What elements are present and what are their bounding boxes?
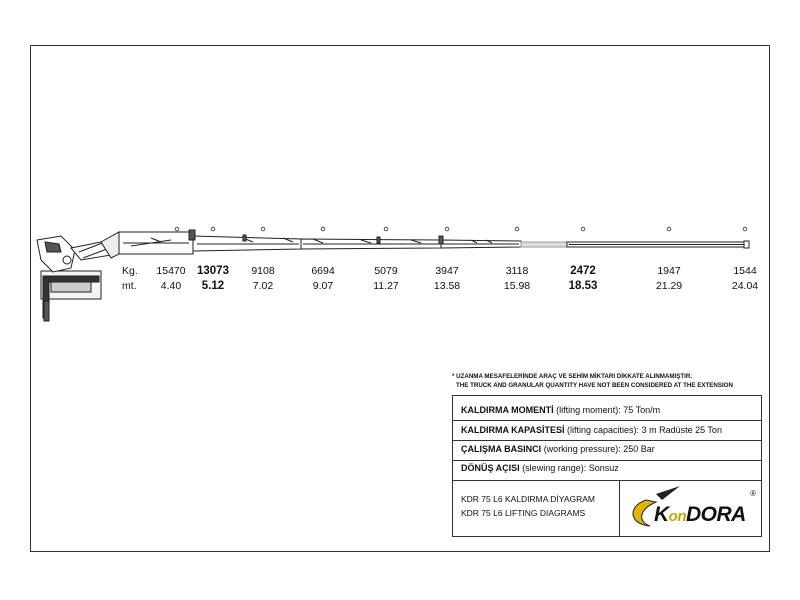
- crane-base: [37, 232, 127, 321]
- spec-slewing: DÖNÜŞ AÇISI (slewing range): Sonsuz: [461, 463, 619, 473]
- mt-cell: 18.53: [568, 280, 598, 292]
- radius-marker: [261, 227, 265, 231]
- mt-cell: 13.58: [433, 280, 461, 292]
- spec-moment: KALDIRMA MOMENTİ (lifting moment): 75 Ton/m: [461, 405, 661, 415]
- title-block: [453, 480, 619, 537]
- notes: [452, 372, 733, 390]
- radius-marker: [384, 227, 388, 231]
- mt-cell: 11.27: [373, 280, 399, 292]
- kg-cell: 2472: [570, 265, 596, 277]
- title-en: KDR 75 L6 LIFTING DIAGRAMS: [461, 508, 586, 518]
- kg-cell: 13073: [197, 265, 229, 277]
- radius-marker: [581, 227, 585, 231]
- kg-cell: 3118: [505, 265, 529, 277]
- mt-cell: 4.40: [160, 280, 182, 292]
- radius-marker: [445, 227, 449, 231]
- kg-row-label: Kg.: [122, 265, 138, 277]
- kg-cell: 9108: [251, 265, 275, 277]
- radius-marker: [515, 227, 519, 231]
- kg-cell: 1544: [733, 265, 757, 277]
- kg-cell: 6694: [311, 265, 335, 277]
- radius-marker: [175, 227, 179, 231]
- kg-cell: 5079: [374, 265, 398, 277]
- radius-marker: [743, 227, 747, 231]
- mt-cell: 21.29: [655, 280, 683, 292]
- radius-marker: [211, 227, 215, 231]
- mt-cell: 7.02: [252, 280, 274, 292]
- mt-cell: 5.12: [201, 280, 225, 292]
- kg-cell: 3947: [435, 265, 459, 277]
- spec-capacity: KALDIRMA KAPASİTESİ (lifting capacities): 3 m Radüste 25 Ton: [461, 425, 722, 435]
- kg-cell: 1947: [657, 265, 681, 277]
- kg-cell: 15470: [156, 265, 186, 277]
- mt-row-label: mt.: [122, 280, 137, 292]
- note-en: THE TRUCK AND GRANULAR QUANTITY HAVE NOT BEEN CONSIDERED AT THE EXTENSION: [456, 382, 733, 389]
- note-tr: * UZANMA MESAFELERİNDE ARAÇ VE SEHİM MİKTARI DİKKATE ALINMAMIŞTIR.: [452, 373, 693, 380]
- title-tr: KDR 75 L6 KALDIRMA DİYAGRAM: [461, 494, 595, 504]
- radius-marker: [667, 227, 671, 231]
- mt-cell: 15.98: [503, 280, 531, 292]
- mt-cell: 9.07: [312, 280, 334, 292]
- boom: [119, 230, 749, 254]
- mt-cell: 24.04: [731, 280, 759, 292]
- spec-box: [452, 395, 762, 537]
- kondora-logo: [619, 480, 762, 537]
- radius-markers: [175, 227, 747, 231]
- logo-text: KonDORA: [654, 503, 746, 526]
- registered-mark: ®: [750, 489, 756, 498]
- radius-marker: [321, 227, 325, 231]
- spec-pressure: ÇALIŞMA BASINCI (working pressure): 250 Bar: [461, 444, 655, 454]
